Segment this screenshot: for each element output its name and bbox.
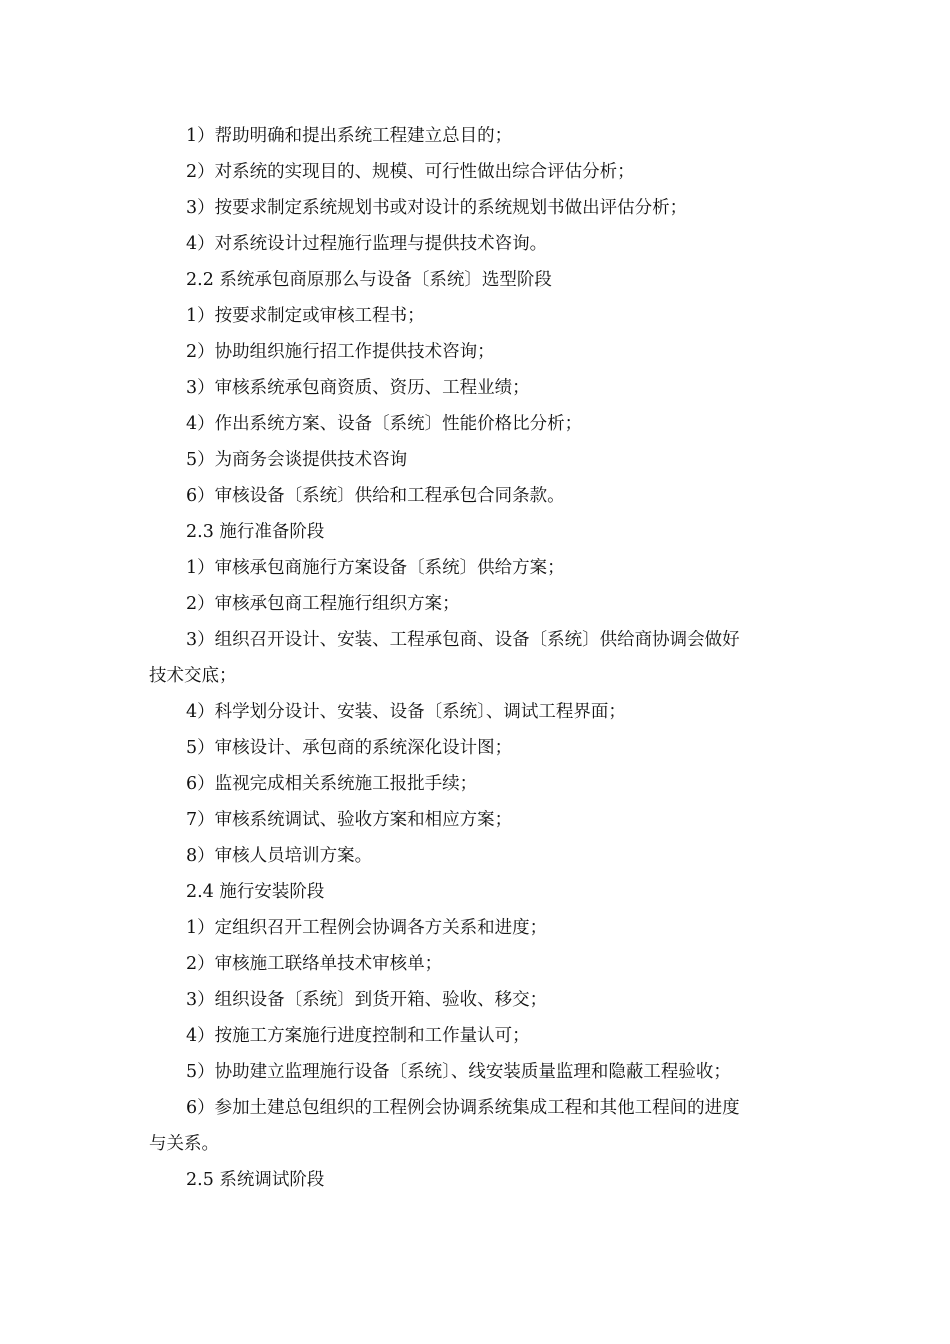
- paragraph-line: 3）组织召开设计、安装、工程承包商、设备〔系统〕供给商协调会做好: [186, 630, 740, 650]
- paragraph-line: 4）科学划分设计、安装、设备〔系统〕、调试工程界面；: [186, 702, 626, 722]
- paragraph-line: 5）审核设计、承包商的系统深化设计图；: [186, 738, 513, 758]
- paragraph-line: 2.5 系统调试阶段: [186, 1170, 325, 1190]
- paragraph-line: 8）审核人员培训方案。: [186, 846, 373, 866]
- paragraph-line: 7）审核系统调试、验收方案和相应方案；: [186, 810, 513, 830]
- paragraph-line: 2.3 施行准备阶段: [186, 522, 325, 542]
- paragraph-continuation-line: 技术交底；: [149, 666, 237, 686]
- paragraph-line: 3）按要求制定系统规划书或对设计的系统规划书做出评估分析；: [186, 198, 688, 218]
- paragraph-line: 5）为商务会谈提供技术咨询: [186, 450, 408, 470]
- paragraph-line: 4）对系统设计过程施行监理与提供技术咨询。: [186, 234, 548, 254]
- paragraph-line: 1）定组织召开工程例会协调各方关系和进度；: [186, 918, 548, 938]
- paragraph-line: 4）作出系统方案、设备〔系统〕性能价格比分析；: [186, 414, 583, 434]
- paragraph-line: 6）监视完成相关系统施工报批手续；: [186, 774, 478, 794]
- paragraph-line: 2）对系统的实现目的、规模、可行性做出综合评估分析；: [186, 162, 635, 182]
- paragraph-line: 3）组织设备〔系统〕到货开箱、验收、移交；: [186, 990, 548, 1010]
- paragraph-continuation-line: 与关系。: [149, 1134, 219, 1154]
- paragraph-line: 1）按要求制定或审核工程书；: [186, 306, 425, 326]
- paragraph-line: 2）协助组织施行招工作提供技术咨询；: [186, 342, 495, 362]
- paragraph-line: 1）审核承包商施行方案设备〔系统〕供给方案；: [186, 558, 565, 578]
- paragraph-line: 6）审核设备〔系统〕供给和工程承包合同条款。: [186, 486, 565, 506]
- paragraph-line: 5）协助建立监理施行设备〔系统〕、线安装质量监理和隐蔽工程验收；: [186, 1062, 731, 1082]
- paragraph-line: 2.4 施行安装阶段: [186, 882, 325, 902]
- paragraph-line: 3）审核系统承包商资质、资历、工程业绩；: [186, 378, 530, 398]
- paragraph-line: 6）参加土建总包组织的工程例会协调系统集成工程和其他工程间的进度: [186, 1098, 740, 1118]
- paragraph-line: 2）审核承包商工程施行组织方案；: [186, 594, 460, 614]
- paragraph-line: 1）帮助明确和提出系统工程建立总目的；: [186, 126, 513, 146]
- paragraph-line: 2.2 系统承包商原那么与设备〔系统〕选型阶段: [186, 270, 552, 290]
- paragraph-line: 4）按施工方案施行进度控制和工作量认可；: [186, 1026, 530, 1046]
- document-body: [149, 118, 801, 1198]
- paragraph-line: 2）审核施工联络单技术审核单；: [186, 954, 443, 974]
